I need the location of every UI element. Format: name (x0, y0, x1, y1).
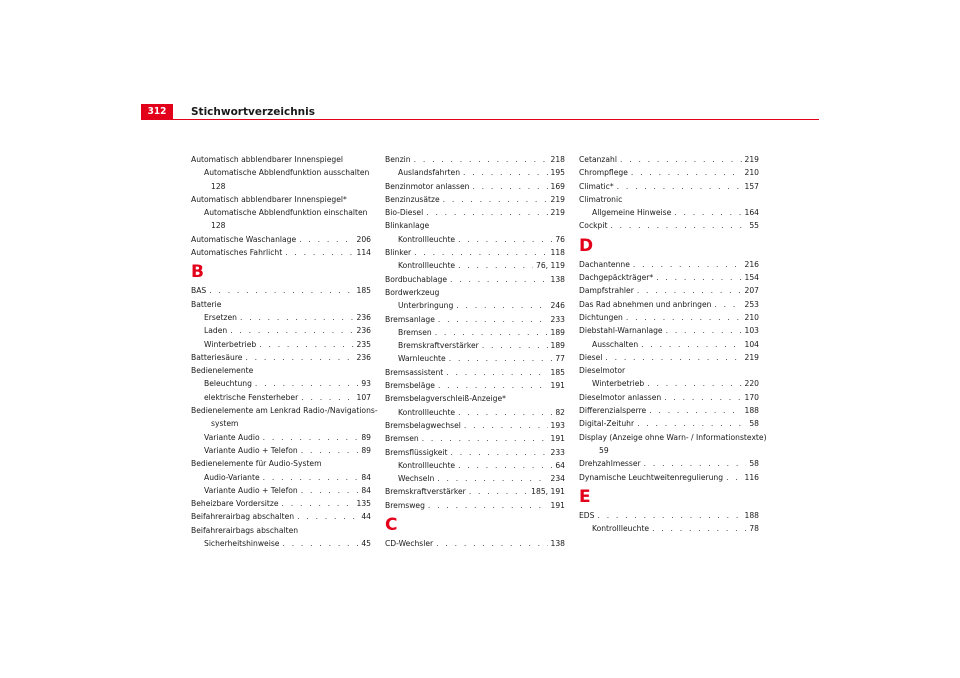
dot-leader (245, 351, 353, 364)
entry-page-number: 76, 119 (536, 261, 565, 271)
dot-leader (282, 537, 358, 550)
dot-leader (449, 352, 553, 365)
entry-term: Unterbringung (398, 301, 454, 311)
dot-leader (666, 324, 742, 337)
dot-leader (469, 485, 528, 498)
entry-term: Kontrollleuchte (398, 460, 456, 470)
entry-term: Kontrollleuchte (592, 524, 650, 534)
entry-term: Dachantenne (579, 259, 630, 269)
dot-leader (633, 258, 742, 271)
entry-term: Auslandsfahrten (398, 168, 461, 178)
entry-term: Benzinmotor anlassen (385, 181, 470, 191)
entry-page-number: 246 (550, 301, 565, 311)
entry-term: Benzin (385, 155, 411, 164)
dot-leader (451, 446, 548, 459)
entry-term: Cockpit (579, 221, 608, 231)
dot-leader (209, 284, 353, 297)
entry-term: Bremsflüssigkeit (385, 447, 448, 457)
dot-leader (443, 193, 548, 206)
entry-term: Das Rad abnehmen und anbringen (579, 299, 712, 309)
entry-page-number: 210 (744, 312, 759, 322)
entry-page-number: 55 (749, 221, 759, 231)
index-subentry (579, 522, 759, 535)
dot-leader (626, 311, 742, 324)
entry-term: Climatic* (579, 181, 614, 191)
dot-leader (641, 338, 741, 351)
entry-page-number: 64 (555, 460, 565, 470)
index-entry (579, 284, 759, 297)
dot-leader (301, 444, 359, 457)
index-entry-continuation: 128 (211, 221, 226, 231)
entry-page-number: 236 (356, 312, 371, 322)
entry-page-number: 253 (744, 299, 759, 309)
dot-leader (644, 457, 747, 470)
entry-term: Blinker (385, 248, 412, 258)
entry-term: Bremsanlage (385, 314, 435, 324)
index-entry (191, 351, 371, 364)
dot-leader (458, 233, 552, 246)
index-subentry (385, 406, 565, 419)
index-entry (579, 471, 759, 484)
entry-page-number: 164 (744, 208, 759, 218)
dot-leader (438, 379, 548, 392)
entry-term: Winterbetrieb (592, 379, 645, 389)
entry-page-number: 114 (356, 248, 371, 258)
entry-page-number: 207 (744, 286, 759, 296)
index-entry (579, 324, 759, 337)
dot-leader (649, 404, 741, 417)
index-subentry (579, 338, 759, 351)
dot-leader (259, 338, 353, 351)
index-entry (385, 206, 565, 219)
index-subentry (385, 233, 565, 246)
entry-term: Ersetzen (204, 312, 237, 322)
entry-term: Bremsen (385, 434, 419, 444)
index-subentry (385, 339, 565, 352)
entry-term: Bio-Diesel (385, 208, 424, 218)
dot-leader (617, 180, 742, 193)
index-entry (579, 258, 759, 271)
entry-page-number: 157 (744, 181, 759, 191)
entry-page-number: 104 (744, 339, 759, 349)
entry-term: Dachgepäckträger* (579, 273, 654, 283)
dot-leader (263, 471, 359, 484)
entry-page-number: 138 (550, 539, 565, 549)
entry-term: Cetanzahl (579, 155, 617, 164)
entry-term: Beifahrerairbag abschalten (191, 512, 295, 522)
index-entry-heading: Automatisch abblendbarer Innenspiegel* (191, 194, 347, 204)
entry-page-number: 188 (744, 406, 759, 416)
entry-page-number: 210 (744, 168, 759, 178)
dot-leader (456, 299, 547, 312)
dot-leader (435, 326, 548, 339)
entry-term: Chrompflege (579, 168, 628, 178)
entry-page-number: 82 (555, 407, 565, 417)
index-entry (385, 446, 565, 459)
entry-page-number: 191 (550, 434, 565, 444)
entry-term: Sicherheitshinweise (204, 539, 280, 549)
index-entry (579, 311, 759, 324)
entry-term: Drehzahlmesser (579, 459, 641, 469)
entry-term: Variante Audio + Telefon (204, 485, 298, 495)
entry-term: Dieselmotor anlassen (579, 392, 662, 402)
dot-leader (450, 273, 547, 286)
entry-term: Kontrollleuchte (398, 261, 456, 271)
dot-leader (458, 459, 552, 472)
dot-leader (482, 339, 548, 352)
entry-term: Differenzialsperre (579, 406, 647, 416)
entry-page-number: 58 (749, 459, 759, 469)
section-letter: E (579, 486, 591, 507)
entry-page-number: 154 (744, 273, 759, 283)
entry-page-number: 118 (550, 248, 565, 258)
index-entry-heading: Dieselmotor (579, 366, 626, 376)
dot-leader (674, 206, 741, 219)
entry-page-number: 185, 191 (531, 487, 565, 497)
dot-leader (652, 522, 746, 535)
dot-leader (414, 246, 547, 259)
dot-leader (664, 391, 741, 404)
index-entry (579, 219, 759, 232)
entry-term: Wechseln (398, 474, 435, 484)
index-entry (385, 499, 565, 512)
index-entry (579, 457, 759, 470)
index-entry-continuation: system (211, 419, 239, 429)
index-entry-heading: Automatisch abblendbarer Innenspiegel (191, 155, 343, 164)
index-subentry (385, 299, 565, 312)
index-subentry (191, 324, 371, 337)
section-letter: C (385, 515, 398, 536)
index-entry-heading: Batterie (191, 299, 222, 309)
entry-term: Bremsbeläge (385, 381, 435, 391)
entry-term: Kontrollleuchte (398, 407, 456, 417)
index-entry-heading: Bremsbelagverschleiß-Anzeige* (385, 394, 506, 404)
dot-leader (446, 366, 547, 379)
entry-term: Variante Audio (204, 432, 260, 442)
header-rule (141, 119, 819, 120)
entry-term: Bremsassistent (385, 367, 444, 377)
index-entry (191, 284, 371, 297)
dot-leader (438, 313, 548, 326)
dot-leader (301, 484, 359, 497)
dot-leader (631, 166, 742, 179)
index-subentry (191, 377, 371, 390)
dot-leader (299, 233, 353, 246)
index-subentry (191, 444, 371, 457)
entry-term: EDS (579, 510, 595, 520)
entry-term: Automatisches Fahrlicht (191, 248, 283, 258)
entry-term: CD-Wechsler (385, 539, 434, 549)
entry-page-number: 138 (550, 274, 565, 284)
entry-page-number: 84 (361, 472, 371, 482)
entry-page-number: 195 (550, 168, 565, 178)
entry-term: Winterbetrieb (204, 339, 257, 349)
entry-term: Diesel (579, 352, 603, 362)
dot-leader (428, 499, 548, 512)
entry-page-number: 219 (550, 194, 565, 204)
index-entry (191, 233, 371, 246)
entry-page-number: 89 (361, 445, 371, 455)
index-entry (385, 273, 565, 286)
entry-term: Kontrollleuchte (398, 234, 456, 244)
entry-page-number: 236 (356, 352, 371, 362)
index-entry (385, 246, 565, 259)
entry-page-number: 234 (550, 474, 565, 484)
dot-leader (297, 510, 358, 523)
index-subentry (385, 459, 565, 472)
index-entry (191, 497, 371, 510)
entry-term: Dampfstrahler (579, 286, 634, 296)
dot-leader (637, 417, 746, 430)
index-entry (579, 509, 759, 522)
dot-leader (255, 377, 358, 390)
entry-page-number: 58 (749, 419, 759, 429)
index-entry-heading: Climatronic (579, 194, 623, 204)
dot-leader (714, 298, 741, 311)
entry-term: Variante Audio + Telefon (204, 445, 298, 455)
entry-term: Automatische Abblendfunktion ausschalten (204, 168, 370, 178)
index-subentry (385, 352, 565, 365)
index-entry (579, 298, 759, 311)
index-entry (579, 351, 759, 364)
index-entry (385, 432, 565, 445)
dot-leader (301, 391, 353, 404)
index-column-1 (191, 153, 378, 550)
entry-page-number: 220 (744, 379, 759, 389)
entry-term: Diebstahl-Warnanlage (579, 326, 663, 336)
dot-leader (464, 419, 548, 432)
index-entry (385, 419, 565, 432)
index-subentry (579, 377, 759, 390)
entry-page-number: 191 (550, 500, 565, 510)
dot-leader (620, 153, 742, 166)
entry-term: elektrische Fensterheber (204, 392, 299, 402)
dot-leader (597, 509, 741, 522)
dot-leader (463, 166, 547, 179)
dot-leader (263, 431, 359, 444)
index-entry-heading: Bedienelemente für Audio-System (191, 459, 322, 469)
entry-term: Bremsbelagwechsel (385, 420, 461, 430)
entry-term: Laden (204, 326, 228, 336)
dot-leader (637, 284, 742, 297)
index-entry (579, 391, 759, 404)
entry-term: Dichtungen (579, 312, 623, 322)
index-entry-heading: Beifahrerairbags abschalten (191, 525, 299, 535)
entry-page-number: 77 (555, 354, 565, 364)
dot-leader (472, 180, 547, 193)
index-column-3 (579, 153, 767, 535)
entry-term: Automatische Abblendfunktion einschalten (204, 208, 368, 218)
index-entry (579, 404, 759, 417)
index-entry (385, 537, 565, 550)
entry-page-number: 233 (550, 447, 565, 457)
page-title: Stichwortverzeichnis (191, 106, 315, 118)
entry-page-number: 84 (361, 485, 371, 495)
entry-term: Warnleuchte (398, 354, 446, 364)
index-subentry (191, 338, 371, 351)
section-letter: B (191, 262, 204, 283)
index-subentry (191, 484, 371, 497)
entry-term: Bremsen (398, 327, 432, 337)
entry-page-number: 44 (361, 512, 371, 522)
entry-page-number: 45 (361, 539, 371, 549)
dot-leader (436, 537, 547, 550)
dot-leader (610, 219, 746, 232)
entry-term: Benzinzusätze (385, 194, 440, 204)
dot-leader (437, 472, 547, 485)
entry-term: Bordbuchablage (385, 274, 448, 284)
entry-term: Ausschalten (592, 339, 639, 349)
page-number-badge: 312 (141, 104, 173, 120)
index-entry (385, 379, 565, 392)
entry-term: Digital-Zeituhr (579, 419, 635, 429)
dot-leader (605, 351, 741, 364)
dot-leader (458, 259, 533, 272)
entry-term: Bremskraftverstärker (385, 487, 466, 497)
index-entry (191, 246, 371, 259)
dot-leader (656, 271, 741, 284)
entry-page-number: 169 (550, 181, 565, 191)
dot-leader (230, 324, 353, 337)
index-entry-heading: Bedienelemente (191, 366, 254, 376)
entry-page-number: 107 (356, 392, 371, 402)
index-entry-continuation: 59 (599, 445, 609, 455)
entry-page-number: 235 (356, 339, 371, 349)
dot-leader (422, 432, 548, 445)
index-subentry (191, 206, 371, 219)
index-entry (385, 366, 565, 379)
index-subentry (385, 472, 565, 485)
index-entry (385, 485, 565, 498)
index-entry (191, 510, 371, 523)
entry-page-number: 218 (550, 155, 565, 164)
entry-page-number: 188 (744, 510, 759, 520)
entry-page-number: 170 (744, 392, 759, 402)
entry-term: Beleuchtung (204, 379, 252, 389)
dot-leader (458, 406, 552, 419)
index-subentry (191, 166, 371, 179)
entry-page-number: 93 (361, 379, 371, 389)
entry-page-number: 185 (356, 286, 371, 296)
index-subentry (385, 326, 565, 339)
entry-term: Automatische Waschanlage (191, 234, 297, 244)
index-subentry (191, 391, 371, 404)
entry-page-number: 78 (749, 524, 759, 534)
entry-page-number: 233 (550, 314, 565, 324)
entry-term: Bremsweg (385, 500, 425, 510)
index-subentry (385, 259, 565, 272)
index-subentry (191, 471, 371, 484)
index-subentry (191, 537, 371, 550)
dot-leader (426, 206, 547, 219)
index-subentry (385, 166, 565, 179)
index-entry (385, 193, 565, 206)
entry-term: Audio-Variante (204, 472, 260, 482)
index-entry (385, 313, 565, 326)
section-letter: D (579, 235, 594, 256)
entry-page-number: 193 (550, 420, 565, 430)
dot-leader (647, 377, 741, 390)
entry-term: Batteriesäure (191, 352, 243, 362)
entry-page-number: 185 (550, 367, 565, 377)
entry-page-number: 116 (744, 472, 759, 482)
dot-leader (240, 311, 354, 324)
index-entry-heading: Display (Anzeige ohne Warn- / Informationstexte) (579, 432, 767, 442)
index-subentry (191, 311, 371, 324)
dot-leader (285, 246, 353, 259)
entry-term: Dynamische Leuchtweitenregulierung (579, 472, 724, 482)
dot-leader (726, 471, 741, 484)
index-entry-heading: Bedienelemente am Lenkrad Radio-/Navigations- (191, 406, 378, 416)
entry-page-number: 236 (356, 326, 371, 336)
entry-page-number: 219 (550, 208, 565, 218)
index-entry (579, 166, 759, 179)
index-column-2 (385, 153, 565, 550)
entry-page-number: 219 (744, 352, 759, 362)
index-entry (385, 153, 565, 166)
entry-page-number: 189 (550, 341, 565, 351)
entry-term: Bremskraftverstärker (398, 341, 479, 351)
index-entry-continuation: 128 (211, 181, 226, 191)
index-entry (385, 180, 565, 193)
index-entry (579, 180, 759, 193)
entry-page-number: 191 (550, 381, 565, 391)
entry-page-number: 206 (356, 234, 371, 244)
index-entry-heading: Bordwerkzeug (385, 287, 440, 297)
index-subentry (191, 431, 371, 444)
entry-page-number: 189 (550, 327, 565, 337)
index-entry (579, 271, 759, 284)
entry-page-number: 219 (744, 155, 759, 164)
dot-leader (414, 153, 548, 166)
entry-page-number: 216 (744, 259, 759, 269)
entry-term: Allgemeine Hinweise (592, 208, 672, 218)
dot-leader (282, 497, 354, 510)
entry-page-number: 135 (356, 499, 371, 509)
index-subentry (579, 206, 759, 219)
entry-page-number: 76 (555, 234, 565, 244)
entry-term: BAS (191, 286, 207, 296)
entry-page-number: 103 (744, 326, 759, 336)
index-entry (579, 153, 759, 166)
index-entry (579, 417, 759, 430)
index-entry-heading: Blinkanlage (385, 221, 430, 231)
entry-page-number: 89 (361, 432, 371, 442)
entry-term: Beheizbare Vordersitze (191, 499, 279, 509)
